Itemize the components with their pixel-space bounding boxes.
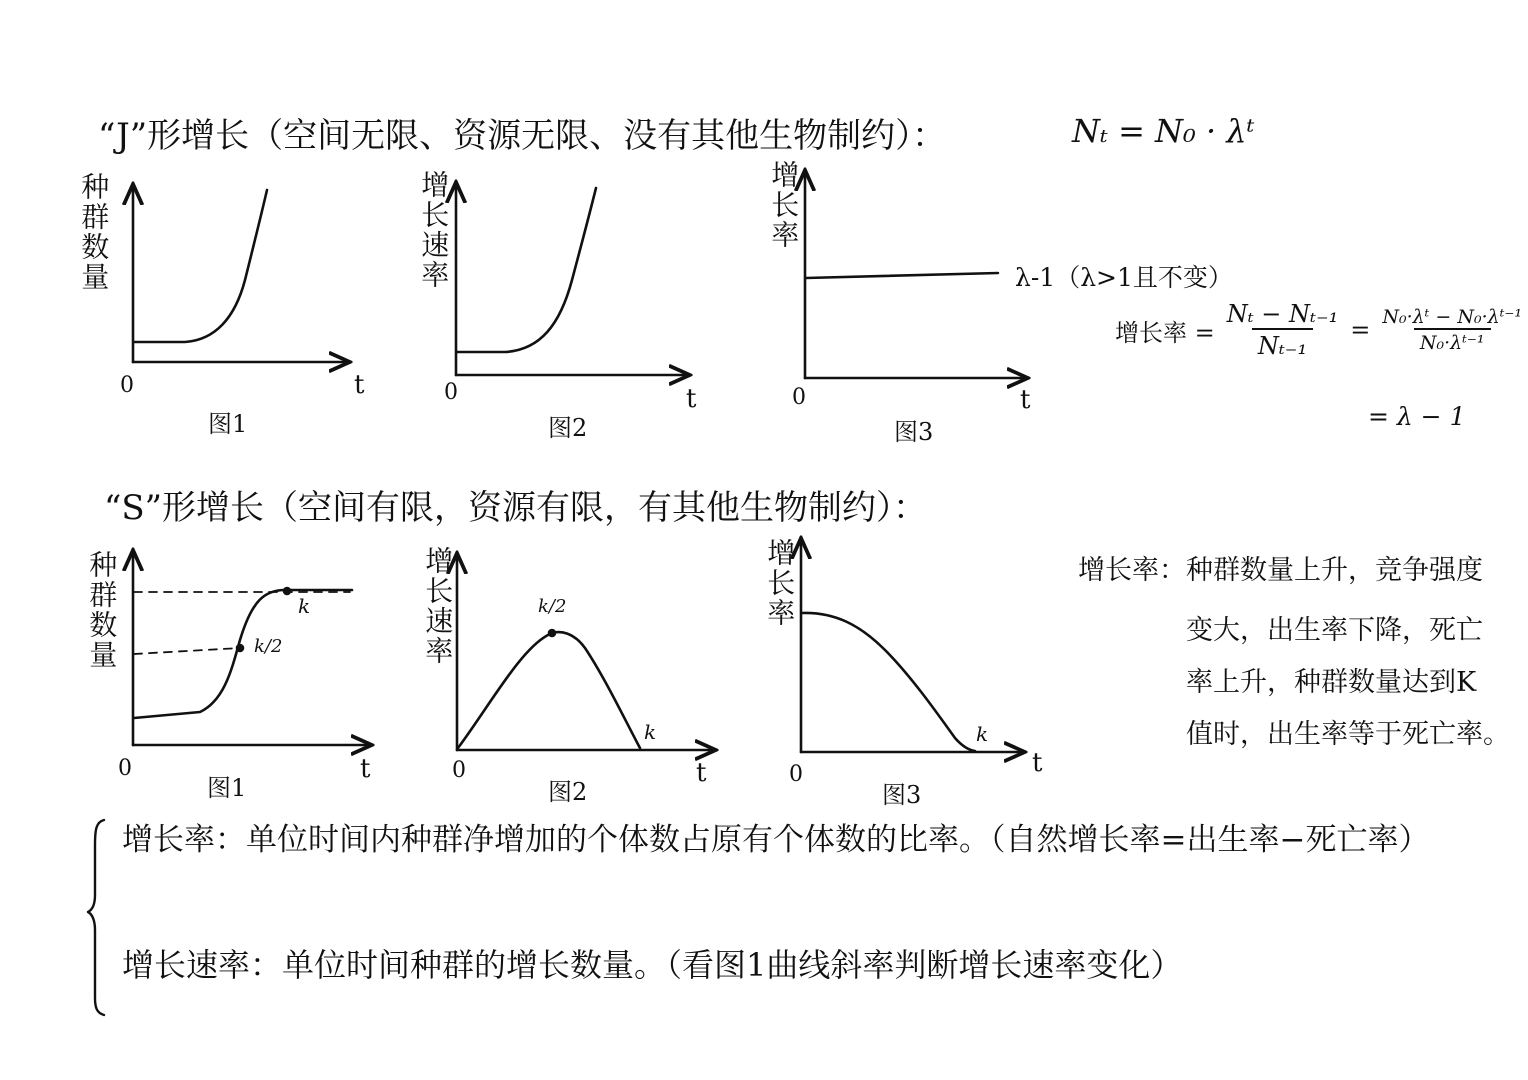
s-fig1-origin: 0 xyxy=(118,756,132,781)
s-fig3-end-label: k xyxy=(976,722,989,746)
s-fig2-peak-point xyxy=(549,630,555,636)
s-fig1-curve xyxy=(134,590,352,718)
s-fig2-curve xyxy=(458,632,640,748)
j-section-formula: Nₜ = N₀ · λᵗ xyxy=(1072,112,1255,150)
rate-formula-result: = λ − 1 xyxy=(1368,402,1466,431)
j-fig1-axes xyxy=(133,184,350,362)
s-fig3-xlabel: t xyxy=(1032,748,1043,778)
s-fig1-half-k-label: k/2 xyxy=(254,636,283,657)
j-fig3-xlabel: t xyxy=(1020,385,1031,415)
rate-formula-frac1-num: Nₜ − Nₜ₋₁ xyxy=(1226,300,1339,328)
s-fig1-half-k-dash xyxy=(134,648,240,654)
j-fig3-origin: 0 xyxy=(792,385,806,410)
rate-formula-frac2-num: N₀·λᵗ − N₀·λᵗ⁻¹ xyxy=(1382,306,1523,328)
j-fig2-ylabel: 增长速率 xyxy=(417,170,451,290)
j-fig3-caption: 图3 xyxy=(894,418,934,446)
s-fig3-axes xyxy=(801,538,1025,752)
s-fig2-ylabel: 增长速率 xyxy=(421,546,455,666)
s-fig2-end-label: k xyxy=(644,720,657,744)
s-fig1-xlabel: t xyxy=(360,754,371,784)
s-fig2-peak-label: k/2 xyxy=(538,596,567,617)
rate-formula-lhs: 增长率 = xyxy=(1115,318,1215,347)
j-fig2-caption: 图2 xyxy=(548,414,588,442)
rate-formula-frac2-den: N₀·λᵗ⁻¹ xyxy=(1414,328,1491,354)
j-fig2-curve xyxy=(457,188,596,352)
s-fig3-curve xyxy=(802,613,975,751)
j-fig1-caption: 图1 xyxy=(208,410,248,438)
j-fig3-line xyxy=(806,273,998,278)
s-note-line-4: 值时，出生率等于死亡率。 xyxy=(1186,719,1510,750)
definition-growth-rate: 增长率：单位时间内种群净增加的个体数占原有个体数的比率。（自然增长率=出生率−死亡率） xyxy=(122,822,1430,858)
rate-formula-frac1-den: Nₜ₋₁ xyxy=(1252,328,1313,360)
s-fig3-ylabel: 增长率 xyxy=(763,538,797,628)
j-fig2-xlabel: t xyxy=(686,384,697,414)
rate-formula-frac1 xyxy=(1221,300,1345,360)
s-fig2-xlabel: t xyxy=(696,758,707,788)
j-fig1-xlabel: t xyxy=(354,370,365,400)
s-fig1-k-point xyxy=(284,588,290,594)
s-note-line-2: 变大，出生率下降，死亡 xyxy=(1186,615,1483,646)
s-fig2-origin: 0 xyxy=(452,758,466,783)
s-fig1-caption: 图1 xyxy=(207,774,247,802)
s-fig3-caption: 图3 xyxy=(882,781,922,809)
j-fig1-curve xyxy=(134,190,267,342)
definitions-brace xyxy=(88,820,104,1015)
rate-formula xyxy=(1115,300,1528,360)
s-fig3-origin: 0 xyxy=(789,762,803,787)
rate-formula-eq: = xyxy=(1350,316,1371,344)
rate-formula-frac2 xyxy=(1376,306,1528,354)
s-fig2-caption: 图2 xyxy=(548,778,588,806)
j-fig1-ylabel: 种群数量 xyxy=(77,172,111,292)
definition-growth-speed: 增长速率：单位时间种群的增长数量。（看图1曲线斜率判断增长速率变化） xyxy=(122,946,1183,984)
s-note-line-1: 增长率：种群数量上升，竞争强度 xyxy=(1078,555,1483,586)
s-fig1-ylabel: 种群数量 xyxy=(85,550,119,670)
s-fig1-k-label: k xyxy=(298,594,311,618)
j-fig2-origin: 0 xyxy=(444,380,458,405)
j-section-title: “J”形增长（空间无限、资源无限、没有其他生物制约）： xyxy=(98,116,947,156)
j-fig3-ylabel: 增长率 xyxy=(767,160,801,250)
s-fig1-half-k-point xyxy=(237,645,243,651)
j-fig3-line-label: λ-1（λ>1且不变） xyxy=(1015,263,1233,292)
s-note-line-3: 率上升，种群数量达到K xyxy=(1186,667,1477,698)
j-fig1-origin: 0 xyxy=(120,373,134,398)
s-section-title: “S”形增长（空间有限，资源有限，有其他生物制约）： xyxy=(104,488,928,528)
